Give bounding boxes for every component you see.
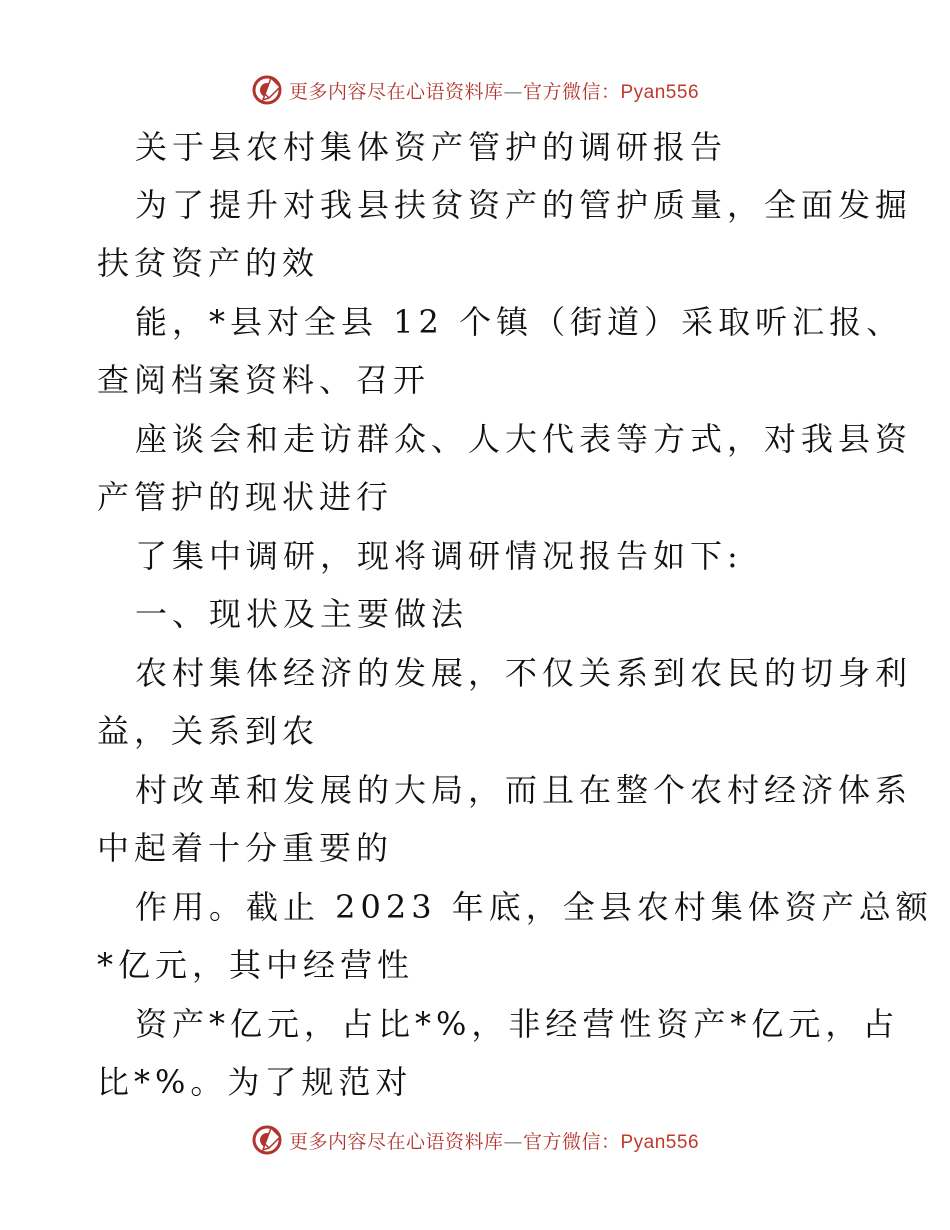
paragraph-line: 查阅档案资料、召开 [97, 361, 431, 399]
header-banner [0, 70, 950, 110]
paragraph-line: 产管护的现状进行 [97, 478, 394, 516]
paragraph-line: 了集中调研，现将调研情况报告如下: [135, 537, 743, 575]
paragraph-line: 村改革和发展的大局，而且在整个农村经济体系 [135, 771, 913, 809]
paragraph-line: 作用。截止 2023 年底，全县农村集体资产总额 [135, 888, 933, 926]
paragraph-line: 资产*亿元，占比*%，非经营性资产*亿元，占 [135, 1005, 900, 1043]
paragraph-line: 能，*县对全县 12 个镇（街道）采取听汇报、 [135, 303, 904, 341]
paragraph-line: 益，关系到农 [97, 712, 320, 750]
pen-circle-logo-icon [251, 74, 283, 106]
header-banner-inner [251, 74, 699, 106]
footer-banner-dash: — [503, 1130, 523, 1153]
header-banner-contact-id: Pyan556 [620, 81, 700, 103]
pen-circle-logo-icon [251, 1124, 283, 1156]
paragraph-line: 比*%。为了规范对 [97, 1063, 413, 1101]
paragraph-line: 为了提升对我县扶贫资产的管护质量，全面发掘 [135, 186, 913, 224]
header-banner-title: 更多内容尽在心语资料库 [288, 80, 504, 103]
paragraph-line: 中起着十分重要的 [97, 829, 394, 867]
paragraph-line: *亿元，其中经营性 [97, 946, 415, 984]
header-banner-dash: — [503, 80, 523, 103]
document-title: 关于县农村集体资产管护的调研报告 [135, 128, 728, 166]
header-banner-text [289, 77, 699, 104]
paragraph-line: 扶贫资产的效 [97, 244, 320, 282]
section-heading: 一、现状及主要做法 [135, 595, 469, 633]
paragraph-line: 座谈会和走访群众、人大代表等方式，对我县资 [135, 420, 913, 458]
footer-banner-inner [251, 1124, 699, 1156]
footer-banner-contact-label: 官方微信： [522, 1130, 621, 1153]
footer-banner-title: 更多内容尽在心语资料库 [288, 1130, 504, 1153]
footer-banner-contact-id: Pyan556 [620, 1131, 700, 1153]
footer-banner [0, 1120, 950, 1160]
footer-banner-text [289, 1127, 699, 1154]
header-banner-contact-label: 官方微信： [522, 80, 621, 103]
paragraph-line: 农村集体经济的发展，不仅关系到农民的切身利 [135, 654, 913, 692]
